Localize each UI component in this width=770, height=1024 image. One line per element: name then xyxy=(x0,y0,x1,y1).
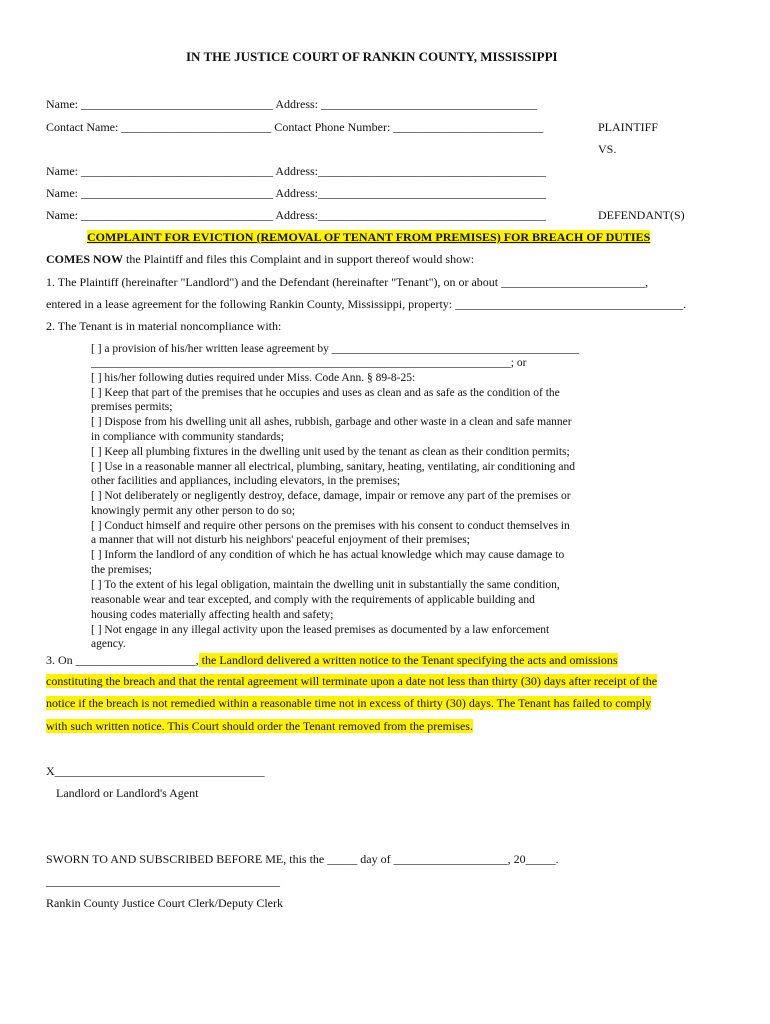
landlord-signature-line[interactable]: X___________________________________ xyxy=(46,764,265,778)
para1-line1: 1. The Plaintiff (hereinafter "Landlord") and the Defendant (hereinafter "Tenant"), on or about ________________________, xyxy=(46,275,649,289)
para1-line2: entered in a lease agreement for the following Rankin County, Mississippi, property: ______________________________________. xyxy=(46,297,687,311)
item-use-facilities-cont: other facilities and appliances, including elevators, in the premises; xyxy=(91,475,401,487)
defendant-name-address-line-1[interactable]: Name: ________________________________ Address:______________________________________ xyxy=(46,164,546,178)
defendant-label: DEFENDANT(S) xyxy=(598,208,685,222)
intro-bold: COMES NOW xyxy=(46,252,124,266)
defendant-name-address-line-2[interactable]: Name: ________________________________ Address:______________________________________ xyxy=(46,186,546,200)
intro-paragraph xyxy=(46,252,474,266)
item-keep-clean[interactable]: [ ] Keep that part of the premises that he occupies and uses as clean and as safe as the condition of the xyxy=(91,387,560,399)
item-keep-clean-cont: premises permits; xyxy=(91,401,173,413)
clerk-signature-label: Rankin County Justice Court Clerk/Deputy Clerk xyxy=(46,896,283,910)
plaintiff-name-address-line[interactable]: Name: ________________________________ Address: ____________________________________ xyxy=(46,97,537,111)
landlord-signature-label: Landlord or Landlord's Agent xyxy=(56,786,199,800)
para3-line1 xyxy=(46,653,618,667)
item-conduct[interactable]: [ ] Conduct himself and require other persons on the premises with his consent to conduct themselves in xyxy=(91,520,570,532)
item-use-facilities[interactable]: [ ] Use in a reasonable manner all electrical, plumbing, sanitary, heating, ventilating, air conditioning and xyxy=(91,461,576,473)
para3-line3: notice if the breach is not remedied within a reasonable time not in excess of thirty (30) days. The Tenant has failed to comply xyxy=(46,696,652,710)
item-lease-provision-cont[interactable]: _________________________________________________________________________; or xyxy=(91,357,527,369)
item-dispose-waste-cont: in compliance with community standards; xyxy=(91,431,284,443)
sworn-statement[interactable]: SWORN TO AND SUBSCRIBED BEFORE ME, this the _____ day of ___________________, 20_____. xyxy=(46,852,559,866)
complaint-heading: COMPLAINT FOR EVICTION (REMOVAL OF TENANT FROM PREMISES) FOR BREACH OF DUTIES xyxy=(87,230,651,244)
para3-line2: constituting the breach and that the rental agreement will terminate upon a date not less than thirty (30) days after receipt of the xyxy=(46,674,658,688)
item-conduct-cont: a manner that will not disturb his neighbors' peaceful enjoyment of their premises; xyxy=(91,534,470,546)
para2-intro: 2. The Tenant is in material noncompliance with: xyxy=(46,319,282,333)
item-lease-provision[interactable]: [ ] a provision of his/her written lease agreement by ___________________________________________ xyxy=(91,343,580,355)
item-maintain-unit-cont2: housing codes materially affecting health and safety; xyxy=(91,609,334,621)
item-no-damage-cont: knowingly permit any other person to do so; xyxy=(91,505,296,517)
item-illegal-activity[interactable]: [ ] Not engage in any illegal activity upon the leased premises as documented by a law enforcement xyxy=(91,624,550,636)
defendant-name-address-line-3[interactable]: Name: ________________________________ Address:______________________________________ xyxy=(46,208,546,222)
para3-date-blank[interactable]: 3. On ____________________, xyxy=(46,653,199,667)
clerk-signature-line[interactable]: _______________________________________ xyxy=(46,874,280,888)
versus-label: VS. xyxy=(598,142,617,156)
item-inform-landlord[interactable]: [ ] Inform the landlord of any condition of which he has actual knowledge which may cause damage to xyxy=(91,549,565,561)
plaintiff-contact-line[interactable]: Contact Name: _________________________ Contact Phone Number: _________________________ xyxy=(46,120,544,134)
item-maintain-unit-cont1: reasonable wear and tear excepted, and comply with the requirements of applicable building and xyxy=(91,594,535,606)
intro-text: the Plaintiff and files this Complaint and in support thereof would show: xyxy=(123,252,475,266)
para3-line1-highlight: the Landlord delivered a written notice to the Tenant specifying the acts and omissions xyxy=(198,653,618,667)
item-inform-landlord-cont: the premises; xyxy=(91,564,152,576)
item-maintain-unit[interactable]: [ ] To the extent of his legal obligation, maintain the dwelling unit in substantially the same condition, xyxy=(91,579,560,591)
plaintiff-label: PLAINTIFF xyxy=(598,120,659,134)
item-no-damage[interactable]: [ ] Not deliberately or negligently destroy, deface, damage, impair or remove any part of the premises or xyxy=(91,490,571,502)
court-title: IN THE JUSTICE COURT OF RANKIN COUNTY, MISSISSIPPI xyxy=(186,49,558,64)
item-plumbing[interactable]: [ ] Keep all plumbing fixtures in the dwelling unit used by the tenant as clean as their condition permits; xyxy=(91,446,570,458)
para3-line4: with such written notice. This Court should order the Tenant removed from the premises. xyxy=(46,719,473,733)
item-dispose-waste[interactable]: [ ] Dispose from his dwelling unit all ashes, rubbish, garbage and other waste in a clean and safe manner xyxy=(91,416,572,428)
item-statutory-duties[interactable]: [ ] his/her following duties required under Miss. Code Ann. § 89-8-25: xyxy=(91,372,416,384)
item-illegal-activity-cont: agency. xyxy=(91,638,126,650)
